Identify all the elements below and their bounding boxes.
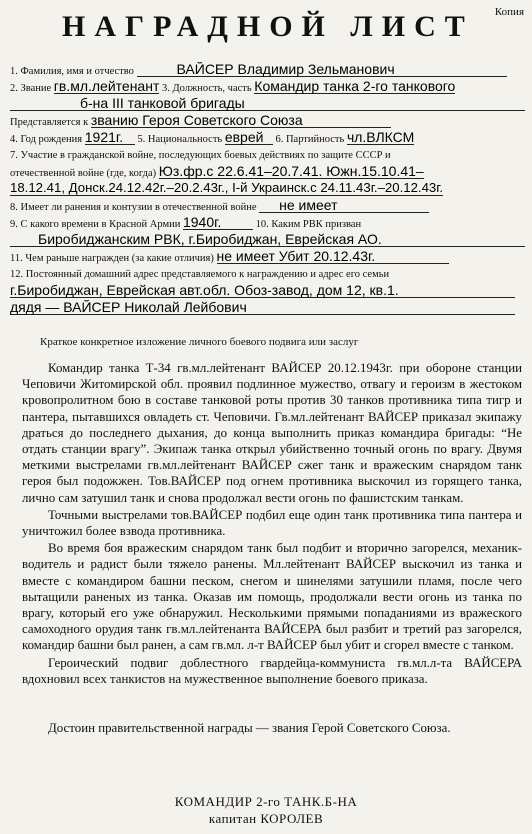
field-rank-value: гв.мл.лейтенант	[53, 79, 160, 94]
field-army-label: 9. С какого времени в Красной Армии	[10, 219, 181, 230]
conclusion-text: Достоин правительственной награды — звания Герой Советского Союза.	[48, 721, 451, 735]
conclusion-block	[22, 720, 522, 736]
field-wounds-row	[10, 198, 525, 215]
field-service-value-b: 18.12.41, Донск.24.12.42г.–20.2.43г., I-й Украинск.с 24.11.43г.–20.12.43г.	[10, 181, 444, 195]
field-position-row-2	[10, 96, 525, 113]
field-rank-row	[10, 79, 525, 96]
field-address-row-1	[10, 266, 525, 283]
field-address-row-2	[10, 283, 525, 300]
field-awards-value: не имеет Убит 20.12.43г.	[217, 249, 449, 264]
field-party-label: 6. Партийность	[275, 134, 345, 145]
summary-paragraph: Точными выстрелами тов.ВАЙСЕР подбил еще один танк противника типа пантера и уничтожил более взвода противника.	[22, 507, 522, 539]
field-rvk-label: 10. Каким РВК призван	[255, 219, 362, 230]
field-position-value-a: Командир танка 2-го танкового	[254, 79, 456, 94]
field-service-label-b: отечественной войне (где, когда)	[10, 168, 157, 179]
copy-label: Копия	[494, 6, 524, 18]
field-birth-value: 1921г.	[85, 130, 135, 145]
field-presented-row	[10, 113, 525, 130]
field-party-value: чл.ВЛКСМ	[346, 130, 415, 145]
field-position-label: 3. Должность, часть	[162, 83, 252, 94]
field-birth-label: 4. Год рождения	[10, 134, 83, 145]
form-fields	[10, 62, 525, 317]
field-address-value-b: дядя — ВАЙСЕР Николай Лейбович	[10, 300, 515, 315]
field-address-label: 12. Постоянный домашний адрес представляемого к награждению и адрес его семьи	[10, 269, 390, 280]
field-name-value: ВАЙСЕР Владимир Зельманович	[137, 62, 507, 77]
field-address-value-a: г.Биробиджан, Еврейская авт.обл. Обоз-завод, дом 12, кв.1.	[10, 283, 515, 298]
summary-title: Краткое конкретное изложение личного боевого подвига или заслуг	[40, 336, 359, 348]
summary-body	[22, 360, 522, 687]
field-service-row-2	[10, 164, 525, 181]
field-name-label: 1. Фамилия, имя и отчество	[10, 66, 134, 77]
field-rank-label: 2. Звание	[10, 83, 52, 94]
summary-paragraph: Командир танка Т-34 гв.мл.лейтенант ВАЙСЕР 20.12.1943г. при обороне станции Чеповичи Житомирской обл. проявил подлинное мужество, отвагу и героизм в жестоком кровопролитном бою в составе танковой роты против 30 танков противника типа тигр и пантера, пытавшихся овладеть ст. Чеповичи. Гв.мл.лейтенант ВАЙСЕР приказал экипажу драться до последнего дыхания, до конца выполнить приказ командира бригады: “Не отдать станции врагу”. Экипаж танка открыл убийственно точный огонь по врагу. Двумя меткими выстрелами гв.мл.лейтенант ВАЙСЕР сжег танк и вражеским снарядом танк героя был подожжен. Тов.ВАЙСЕР под огнем противника выскочил из горящего танка, лично сам затушил танк и снова продолжал вести огонь по фашистским танкам.	[22, 361, 522, 505]
field-wounds-value: не имеет	[259, 198, 429, 213]
field-birth-row	[10, 130, 525, 147]
field-rvk-row	[10, 232, 525, 249]
signature-title: КОМАНДИР 2-го ТАНК.Б-НА	[174, 794, 358, 809]
summary-paragraph: Во время боя вражеским снарядом танк был подбит и вторично загорелся, механик-водитель и радист были тяжело ранены. Мл.лейтенант ВАЙСЕР выскочил из танка и вместе с командиром башни песком, снегом и шинелями затушили пламя, после чего вытащили раненых из танка. Оказав им помощь, продолжали вести огонь из танка по врагу, который его уже обнаружил. Несколькими прямыми попаданиями из вражеского самоходного орудия танк гв.мл.лейтенанта ВАЙСЕРА был разбит и третий раз загорелся, командир башни был ранен, а сам гв.мл. л-т ВАЙСЕР был убит и сгорел вместе с танком.	[22, 541, 522, 653]
document-title: НАГРАДНОЙ ЛИСТ	[62, 10, 474, 43]
field-name-row	[10, 62, 525, 79]
field-army-row	[10, 215, 525, 232]
field-awards-row	[10, 249, 525, 266]
field-presented-value: званию Героя Советского Союза	[91, 113, 391, 128]
field-awards-label: 11. Чем раньше награжден (за какие отличия)	[10, 253, 214, 264]
field-rvk-value: Биробиджанским РВК, г.Биробиджан, Еврейская АО.	[10, 232, 525, 247]
field-service-row-1	[10, 147, 525, 164]
field-service-value-a: Юз.фр.с 22.6.41–20.7.41. Южн.15.10.41–	[158, 164, 424, 179]
field-presented-label: Представляется к	[10, 117, 89, 128]
field-address-row-3	[10, 300, 525, 317]
field-service-row-3	[10, 181, 525, 198]
field-position-value-b: б-на III танковой бригады	[10, 96, 525, 111]
field-army-value: 1940г.	[183, 215, 253, 230]
field-service-label-a: 7. Участие в гражданской войне, последующих боевых действиях по защите СССР и	[10, 150, 391, 161]
field-nationality-label: 5. Национальность	[137, 134, 223, 145]
field-wounds-label: 8. Имеет ли ранения и контузии в отечественной войне	[10, 202, 257, 213]
field-nationality-value: еврей	[225, 130, 273, 145]
summary-paragraph: Героический подвиг доблестного гвардейца-коммуниста гв.мл.л-та ВАЙСЕРА вдохновил всех танкистов на мужественное выполнение боевого приказа.	[22, 655, 522, 686]
signature-name: капитан КОРОЛЕВ	[208, 811, 324, 826]
